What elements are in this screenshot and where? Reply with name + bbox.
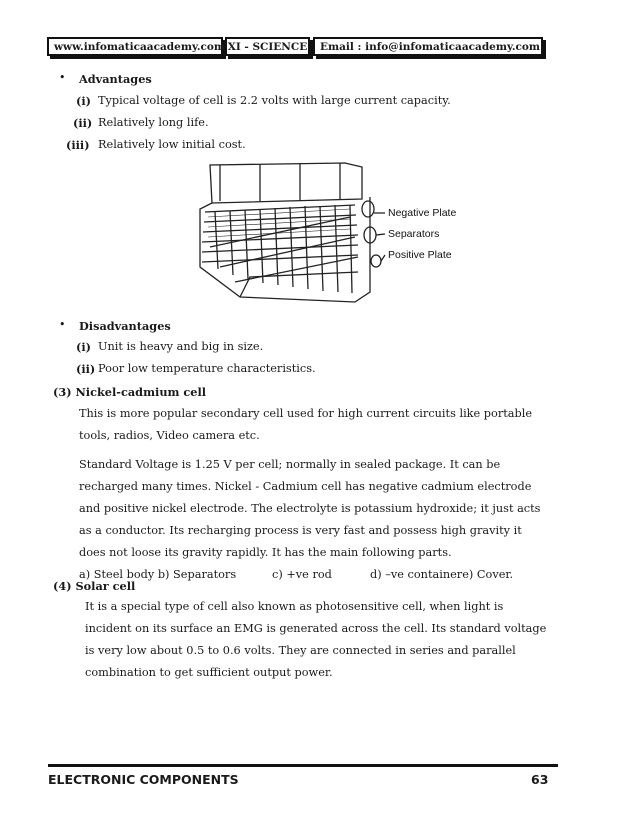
battery-diagram xyxy=(180,157,470,307)
label-negative-plate: Negative Plate xyxy=(388,207,457,219)
list-item: Poor low temperature characteristics. xyxy=(98,362,316,375)
footer-rule xyxy=(48,764,558,767)
header-website: www.infomaticaacademy.com xyxy=(47,37,223,56)
list-item: Relatively low initial cost. xyxy=(98,138,246,151)
parts-c: c) +ve rod xyxy=(272,568,332,581)
paragraph-line: does not loose its gravity rapidly. It has the main following parts. xyxy=(79,546,452,559)
header-email: Email : info@infomaticaacademy.com xyxy=(313,37,543,56)
paragraph-line: It is a special type of cell also known as photosensitive cell, when light is xyxy=(85,600,504,613)
item-number: (i) xyxy=(76,94,91,108)
list-item: Unit is heavy and big in size. xyxy=(98,340,264,353)
paragraph-line: incident on its surface an EMG is generated across the cell. Its standard voltage xyxy=(85,622,547,635)
label-separators: Separators xyxy=(388,228,440,240)
bullet: • xyxy=(59,71,66,84)
paragraph-line: This is more popular secondary cell used for high current circuits like portable xyxy=(79,407,533,420)
paragraph-line: and positive nickel electrode. The electrolyte is potassium hydroxide; it just acts xyxy=(79,502,541,515)
item-number: (ii) xyxy=(73,116,93,130)
list-item: Relatively long life. xyxy=(98,116,209,129)
parts-a-b: a) Steel body b) Separators xyxy=(79,568,237,581)
advantages-heading: Advantages xyxy=(79,72,152,86)
item-number: (i) xyxy=(76,340,91,354)
header-class: XI - SCIENCE xyxy=(225,37,310,56)
bullet: • xyxy=(59,318,66,331)
list-item: Typical voltage of cell is 2.2 volts with large current capacity. xyxy=(98,94,451,107)
paragraph-line: Standard Voltage is 1.25 V per cell; normally in sealed package. It can be xyxy=(79,458,501,471)
page-number: 63 xyxy=(531,772,549,787)
paragraph-line: is very low about 0.5 to 0.6 volts. They are connected in series and parallel xyxy=(85,644,516,657)
paragraph-line: as a conductor. Its recharging process is very fast and possess high gravity it xyxy=(79,524,522,537)
battery-cutaway-figure xyxy=(180,157,470,307)
battery-lid xyxy=(210,163,362,203)
item-number: (iii) xyxy=(66,138,90,152)
parts-d-e: d) –ve containere) Cover. xyxy=(370,568,514,581)
label-positive-plate: Positive Plate xyxy=(388,249,452,261)
paragraph-line: recharged many times. Nickel - Cadmium cell has negative cadmium electrode xyxy=(79,480,532,493)
disadvantages-heading: Disadvantages xyxy=(79,319,171,333)
paragraph-line: combination to get sufficient output power. xyxy=(85,666,333,679)
section-heading-nicad: (3) Nickel-cadmium cell xyxy=(53,385,207,399)
section-heading-solar: (4) Solar cell xyxy=(53,579,136,593)
paragraph-line: tools, radios, Video camera etc. xyxy=(79,429,260,442)
footer-title: ELECTRONIC COMPONENTS xyxy=(48,772,239,787)
item-number: (ii) xyxy=(76,362,96,376)
